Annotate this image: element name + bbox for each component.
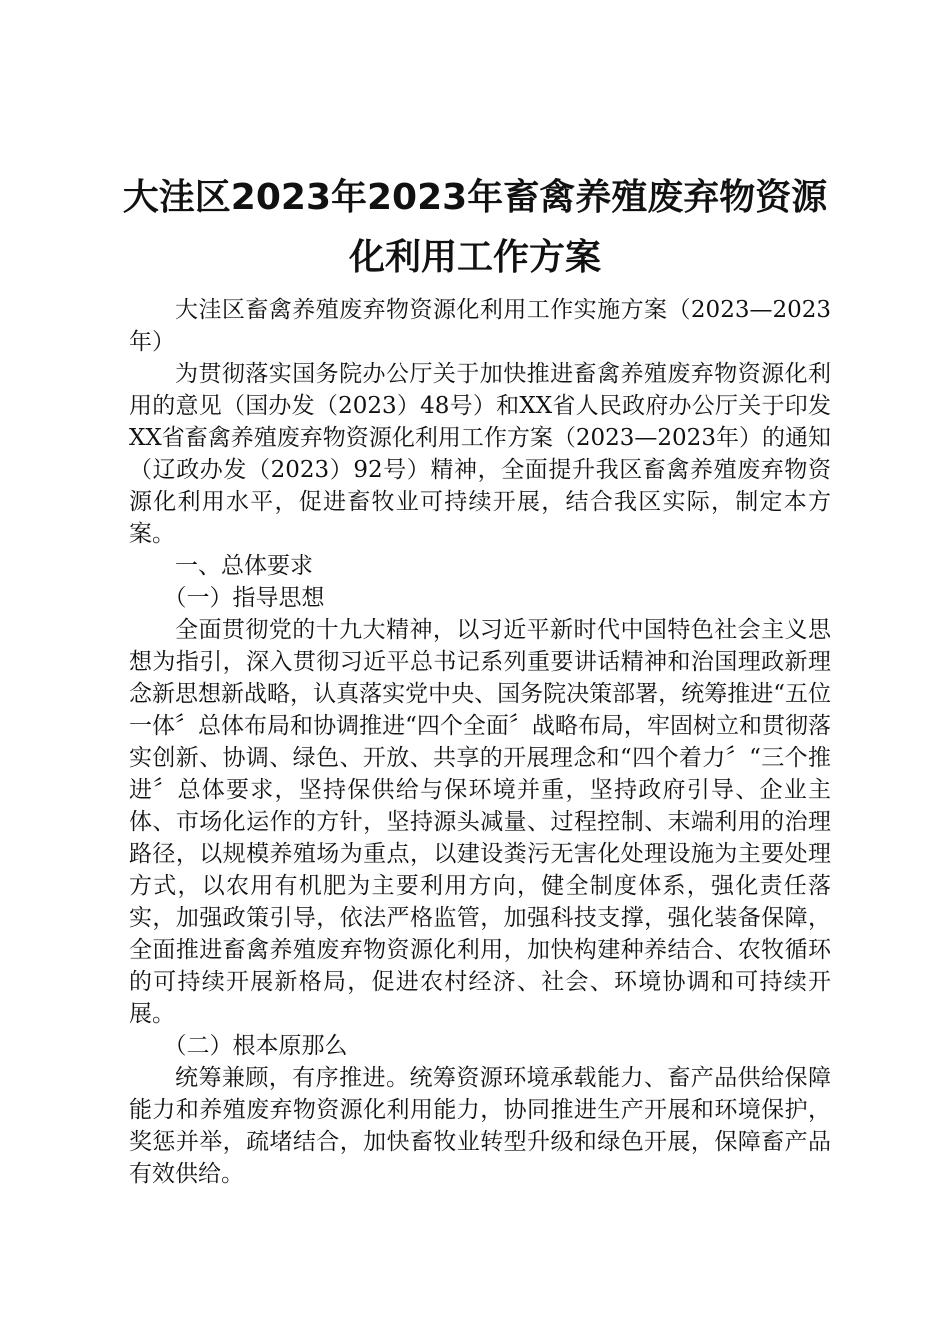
preamble-paragraph: 为贯彻落实国务院办公厅关于加快推进畜禽养殖废弃物资源化利用的意见（国办发（2023）48号）和XX省人民政府办公厅关于印发XX省畜禽养殖废弃物资源化利用工作方案（2023—2023年）的通知（辽政办发（2023）92号）精神，全面提升我区畜禽养殖废弃物资源化利用水平，促进畜牧业可持续开展，结合我区实际，制定本方案。 xyxy=(129,361,831,547)
document-body xyxy=(129,294,831,1190)
subsection-heading-guiding-ideology: （一）指导思想 xyxy=(163,585,325,611)
subsection-heading-basic-principles: （二）根本原那么 xyxy=(163,1033,348,1059)
basic-principles-paragraph: 统筹兼顾，有序推进。统筹资源环境承载能力、畜产品供给保障能力和养殖废弃物资源化利用能力，协同推进生产开展和环境保护，奖惩并举，疏堵结合，加快畜牧业转型升级和绿色开展，保障畜产品有效供给。 xyxy=(129,1065,831,1187)
section-heading-general-requirements: 一、总体要求 xyxy=(175,553,313,579)
subtitle-paragraph: 大洼区畜禽养殖废弃物资源化利用工作实施方案（2023—2023年） xyxy=(129,297,831,355)
document-title: 大洼区2023年2023年畜禽养殖废弃物资源化利用工作方案 xyxy=(122,177,828,278)
guiding-ideology-paragraph: 全面贯彻党的十九大精神，以习近平新时代中国特色社会主义思想为指引，深入贯彻习近平总书记系列重要讲话精神和治国理政新理念新思想新战略，认真落实党中央、国务院决策部署，统筹推进“五位一体〞总体布局和协调推进“四个全面〞战略布局，牢固树立和贯彻落实创新、协调、绿色、开放、共享的开展理念和“四个着力〞“三个推进〞总体要求，坚持保供给与保环境并重，坚持政府引导、企业主体、市场化运作的方针，坚持源头减量、过程控制、末端利用的治理路径，以规模养殖场为重点，以建设粪污无害化处理设施为主要处理方式，以农用有机肥为主要利用方向，健全制度体系，强化责任落实，加强政策引导，依法严格监管，加强科技支撑，强化装备保障，全面推进畜禽养殖废弃物资源化利用，加快构建种养结合、农牧循环的可持续开展新格局，促进农村经济、社会、环境协调和可持续开展。 xyxy=(129,617,831,1027)
